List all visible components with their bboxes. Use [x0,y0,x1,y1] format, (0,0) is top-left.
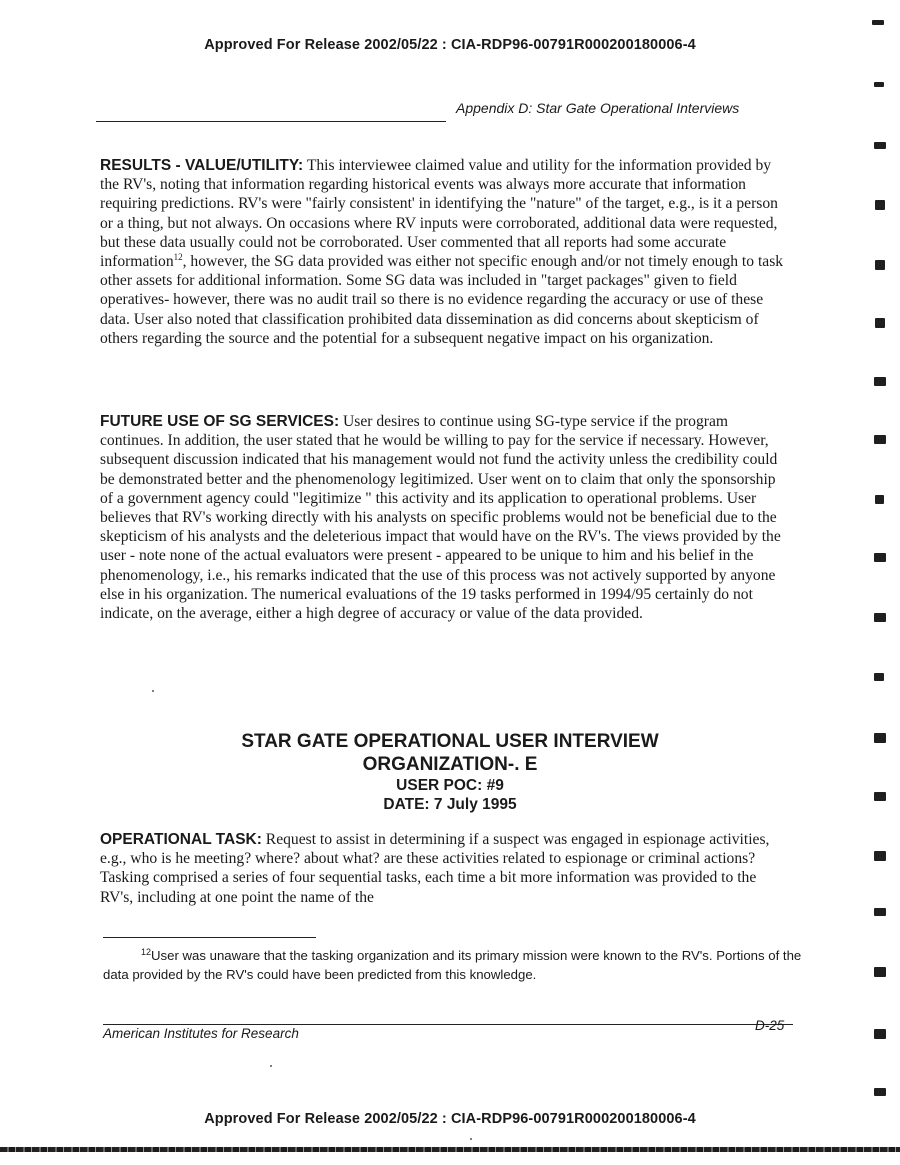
results-heading: RESULTS - VALUE/UTILITY: [100,157,304,174]
release-footer: Approved For Release 2002/05/22 : CIA-RDP96-00791R000200180006-4 [204,1111,696,1127]
interview-date: DATE: 7 July 1995 [383,796,517,813]
scan-mark [874,908,886,916]
scan-mark [874,553,886,562]
footnote-reference: 12 [173,251,183,262]
release-header: Approved For Release 2002/05/22 : CIA-RDP96-00791R000200180006-4 [204,37,696,53]
footnote-text: User was unaware that the tasking organization and its primary mission were known to the RV's. Portions of the data provided by the RV's could have been predicted from this knowledge. [103,948,802,982]
future-use-paragraph [100,412,790,623]
operational-task-text: Request to assist in determining if a suspect was engaged in espionage activities, e.g., who is he meeting? where? about what? are these activities related to espionage or criminal actions? Tasking comprised a series of four sequential tasks, each time a bit more information was provided to the RV's, including at one point the name of the [100,831,770,906]
scan-speck [470,1138,472,1140]
footnote-marker: 12 [141,946,152,957]
scan-mark [872,20,884,25]
interview-user-poc: USER POC: #9 [396,777,504,794]
scan-mark [874,1029,886,1039]
results-paragraph [100,156,790,348]
scan-mark [874,142,886,149]
scan-mark [875,260,885,270]
footnote-rule [103,937,316,938]
footer-organization: American Institutes for Research [103,1026,299,1041]
scan-mark [874,733,886,743]
appendix-title: Appendix D: Star Gate Operational Interviews [456,100,740,116]
results-text-a: This interviewee claimed value and utility for the information provided by the RV's, noting that information regarding historical events was always more accurate that information requiring predictions. RV's were "fairly consistent' in identifying the "nature" of the target, e.g., is it a person or a thing, but not always. On occasions where RV inputs were corroborated, additional data were requested, but these data usually could not be corroborated. User commented that all reports had some accurate information [100,157,778,271]
scan-mark [874,377,886,386]
scan-mark [874,673,884,681]
scan-edge-strip [0,1147,900,1152]
scan-mark [874,82,884,87]
scan-mark [874,851,886,861]
scan-mark [874,792,886,801]
scan-mark [874,967,886,977]
scan-speck [152,690,154,692]
results-text-b: , however, the SG data provided was either not specific enough and/or not timely enough to task other assets for additional information. Some SG data was included in "target packages" given to field operatives- however, there was no audit trail so there is no evidence regarding the accuracy or use of these data. User also noted that classification prohibited data dissemination as did concerns about skepticism of others regarding the source and the potential for a subsequent negative impact on his organization. [100,253,784,347]
page-number: D-25 [755,1018,785,1033]
scan-mark [875,495,884,504]
scan-mark [875,200,885,210]
operational-task-heading: OPERATIONAL TASK: [100,831,262,848]
operational-task-paragraph [100,830,790,907]
appendix-rule [96,121,446,122]
future-use-text: User desires to continue using SG-type service if the program continues. In addition, the user stated that he would be willing to pay for the service if necessary. However, subsequent discussion indicated that his management would not fund the activity unless the credibility could be demonstrated better and the phenomenology legitimized. User went on to claim that only the sponsorship of a government agency could "legitimize " this activity and its application to operational problems. User believes that RV's working directly with his analysts on specific problems would not be beneficial due to the skepticism of his analysts and the deleterious impact that would have on the RV's. The views provided by the user - note none of the actual evaluators were present - appeared to be unique to him and his belief in the phenomenology, i.e., his remarks indicated that the use of this process was not actively supported by anyone else in his organization. The numerical evaluations of the 19 tasks performed in 1994/95 certainly do not indicate, on the average, either a high degree of accuracy or value of the data provided. [100,413,781,623]
future-use-heading: FUTURE USE OF SG SERVICES: [100,413,340,430]
scan-mark [874,435,886,444]
scan-mark [875,318,885,328]
interview-title: STAR GATE OPERATIONAL USER INTERVIEW [241,731,659,752]
footer-rule [103,1024,793,1025]
scan-mark [874,1088,886,1096]
scan-speck [270,1065,272,1067]
interview-organization: ORGANIZATION-. E [362,754,538,775]
scan-mark [874,613,886,622]
footnote [103,946,803,984]
